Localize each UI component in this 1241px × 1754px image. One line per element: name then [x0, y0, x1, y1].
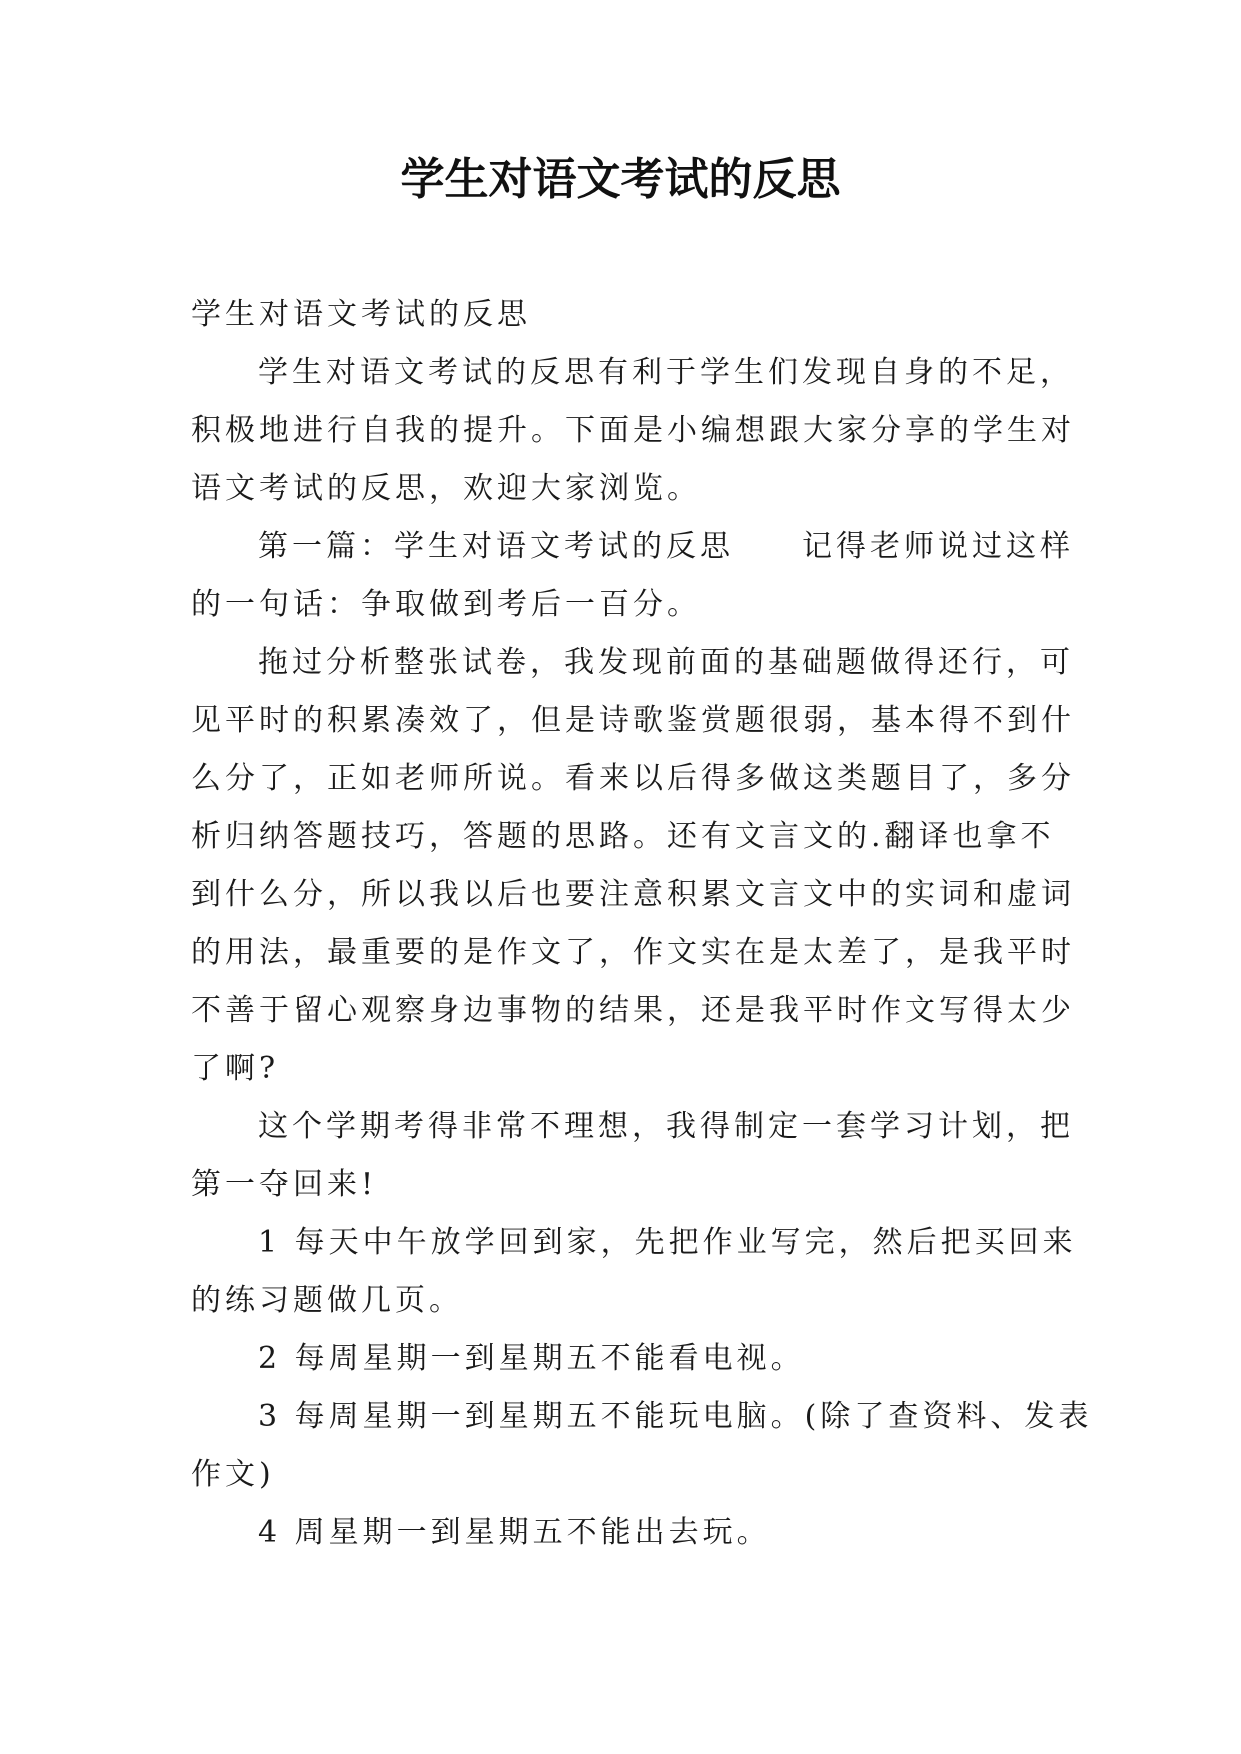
text-line: 学生对语文考试的反思	[191, 297, 531, 332]
document-body	[191, 286, 1093, 1562]
text-line: 语文考试的反思，欢迎大家浏览。	[191, 471, 701, 506]
text-line: 的练习题做几页。	[191, 1283, 463, 1318]
text-line: 作文)	[191, 1457, 275, 1492]
document-title: 学生对语文考试的反思	[400, 154, 841, 205]
text-line: 么分了，正如老师所说。看来以后得多做这类题目了，多分	[191, 761, 1075, 796]
text-line: 第一夺回来!	[191, 1167, 378, 1202]
text-line: 见平时的积累凑效了，但是诗歌鉴赏题很弱，基本得不到什	[191, 703, 1075, 738]
text-line: 不善于留心观察身边事物的结果，还是我平时作文写得太少	[191, 993, 1075, 1028]
text-line: 2 每周星期一到星期五不能看电视。	[258, 1341, 805, 1376]
text-line: 这个学期考得非常不理想，我得制定一套学习计划，把	[258, 1109, 1074, 1144]
text-line: 到什么分，所以我以后也要注意积累文言文中的实词和虚词	[191, 877, 1075, 912]
text-line: 了啊?	[191, 1051, 280, 1086]
text-line: 学生对语文考试的反思有利于学生们发现自身的不足，	[258, 355, 1074, 390]
text-line: 第一篇：学生对语文考试的反思 记得老师说过这样	[258, 529, 1074, 564]
text-line: 的用法，最重要的是作文了，作文实在是太差了，是我平时	[191, 935, 1075, 970]
text-line: 积极地进行自我的提升。下面是小编想跟大家分享的学生对	[191, 413, 1075, 448]
text-line: 拖过分析整张试卷，我发现前面的基础题做得还行，可	[258, 645, 1074, 680]
text-line: 1 每天中午放学回到家，先把作业写完，然后把买回来	[258, 1225, 1077, 1260]
text-line: 的一句话：争取做到考后一百分。	[191, 587, 701, 622]
text-line: 3 每周星期一到星期五不能玩电脑。(除了查资料、发表	[258, 1399, 1093, 1434]
text-line: 4 周星期一到星期五不能出去玩。	[258, 1515, 771, 1550]
text-line: 析归纳答题技巧，答题的思路。还有文言文的.翻译也拿不	[191, 819, 1055, 854]
